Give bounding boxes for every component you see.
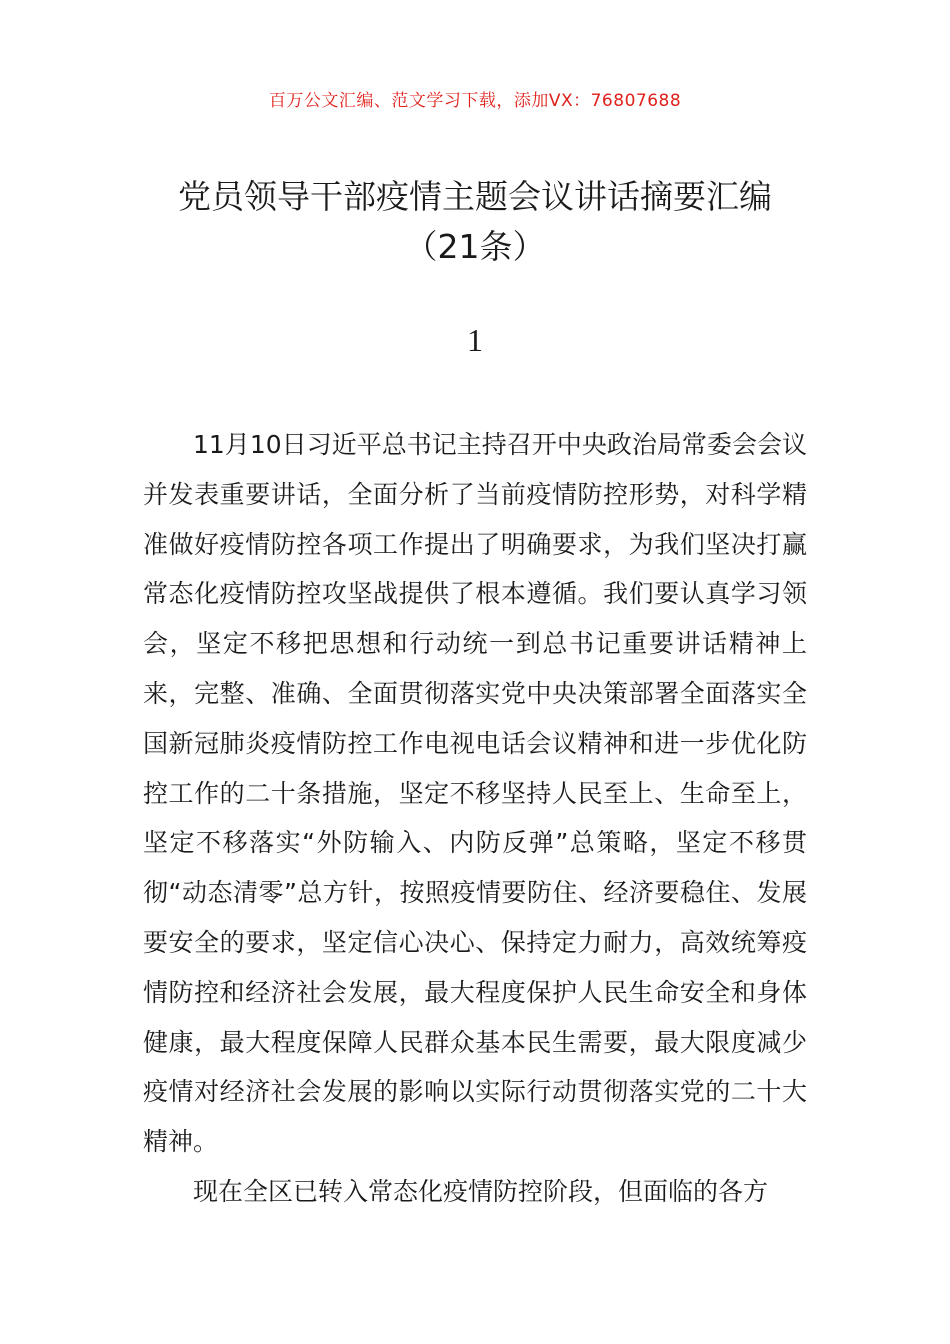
title-line-2: （21条） (404, 227, 546, 266)
title-line-1: 党员领导干部疫情主题会议讲话摘要汇编 (178, 177, 772, 216)
section-number: 1 (467, 322, 483, 358)
paragraph: 现在全区已转入常态化疫情防控阶段，但面临的各方 (193, 1176, 769, 1206)
document-title (0, 172, 950, 272)
paragraph: 11月10日习近平总书记主持召开中央政治局常委会会议并发表重要讲话，全面分析了当前疫情防控形势，对科学精准做好疫情防控各项工作提出了明确要求，为我们坚决打赢常态化疫情防控攻坚战提供了根本遵循。我们要认真学习领会，坚定不移把思想和行动统一到总书记重要讲话精神上来，完整、准确、全面贯彻落实党中央决策部署全面落实全国新冠肺炎疫情防控工作电视电话会议精神和进一步优化防控工作的二十条措施，坚定不移坚持人民至上、生命至上，坚定不移落实“外防输入、内防反弹”总策略，坚定不移贯彻“动态清零”总方针，按照疫情要防住、经济要稳住、发展要安全的要求，坚定信心决心、保持定力耐力，高效统筹疫情防控和经济社会发展，最大程度保护人民生命安全和身体健康，最大程度保障人民群众基本民生需要，最大限度减少疫情对经济社会发展的影响以实际行动贯彻落实党的二十大精神。 (143, 430, 807, 1157)
header-note: 百万公文汇编、范文学习下载，添加VX：76807688 (268, 91, 682, 111)
body-text (143, 420, 807, 1217)
